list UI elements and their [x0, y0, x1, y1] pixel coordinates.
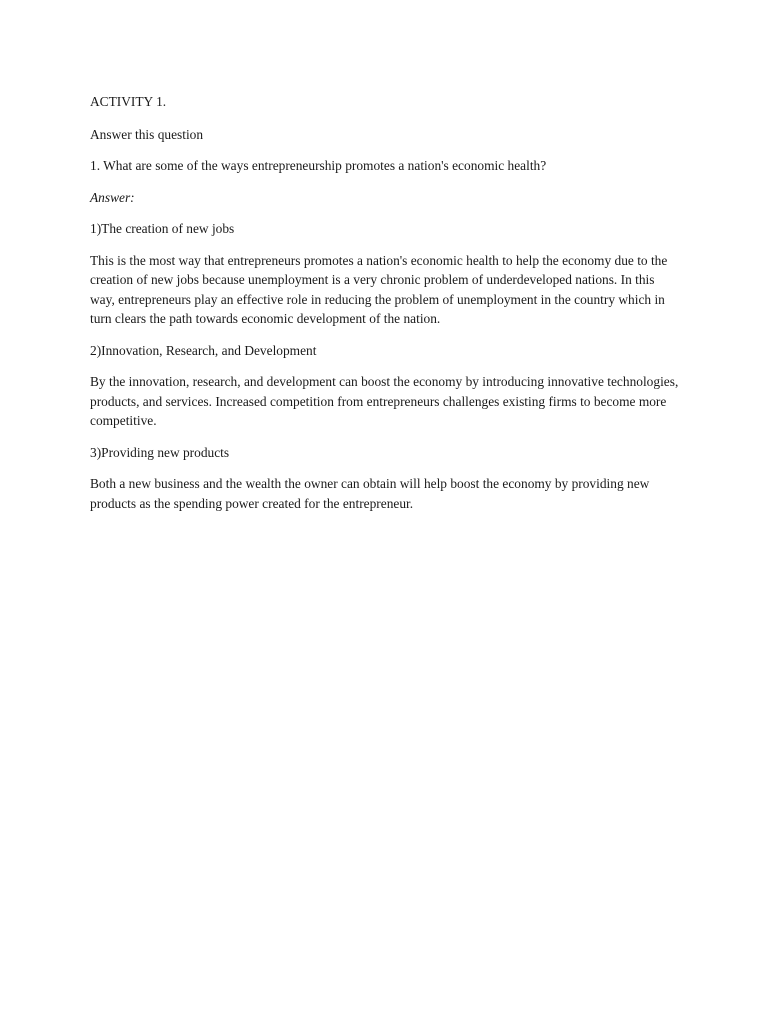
- instruction-text: Answer this question: [90, 126, 204, 142]
- section-1-heading: 1)The creation of new jobs: [90, 221, 235, 236]
- section-2-heading: 2)Innovation, Research, and Development: [90, 342, 317, 358]
- section-3-heading: 3)Providing new products: [90, 444, 230, 460]
- document-content: [90, 92, 680, 525]
- section-2-body: By the innovation, research, and development can boost the economy by introducing innovative technologies, products, and services. Increased competition from entrepreneurs challenges existing firms to become more competitive.: [90, 374, 679, 428]
- section-3-body: Both a new business and the wealth the owner can obtain will help boost the economy by providing new products as the spending power created for the entrepreneur.: [90, 476, 650, 511]
- answer-label: Answer:: [90, 189, 135, 205]
- section-1-body: This is the most way that entrepreneurs promotes a nation's economic health to help the economy due to the creation of new jobs because unemployment is a very chronic problem of underdeveloped nations. In this way, entrepreneurs play an effective role in reducing the problem of unemployment in the country which in turn clears the path towards economic development of the nation.: [90, 252, 668, 326]
- activity-title: ACTIVITY 1.: [90, 94, 167, 109]
- question-text: 1. What are some of the ways entrepreneurship promotes a nation's economic health?: [90, 158, 547, 173]
